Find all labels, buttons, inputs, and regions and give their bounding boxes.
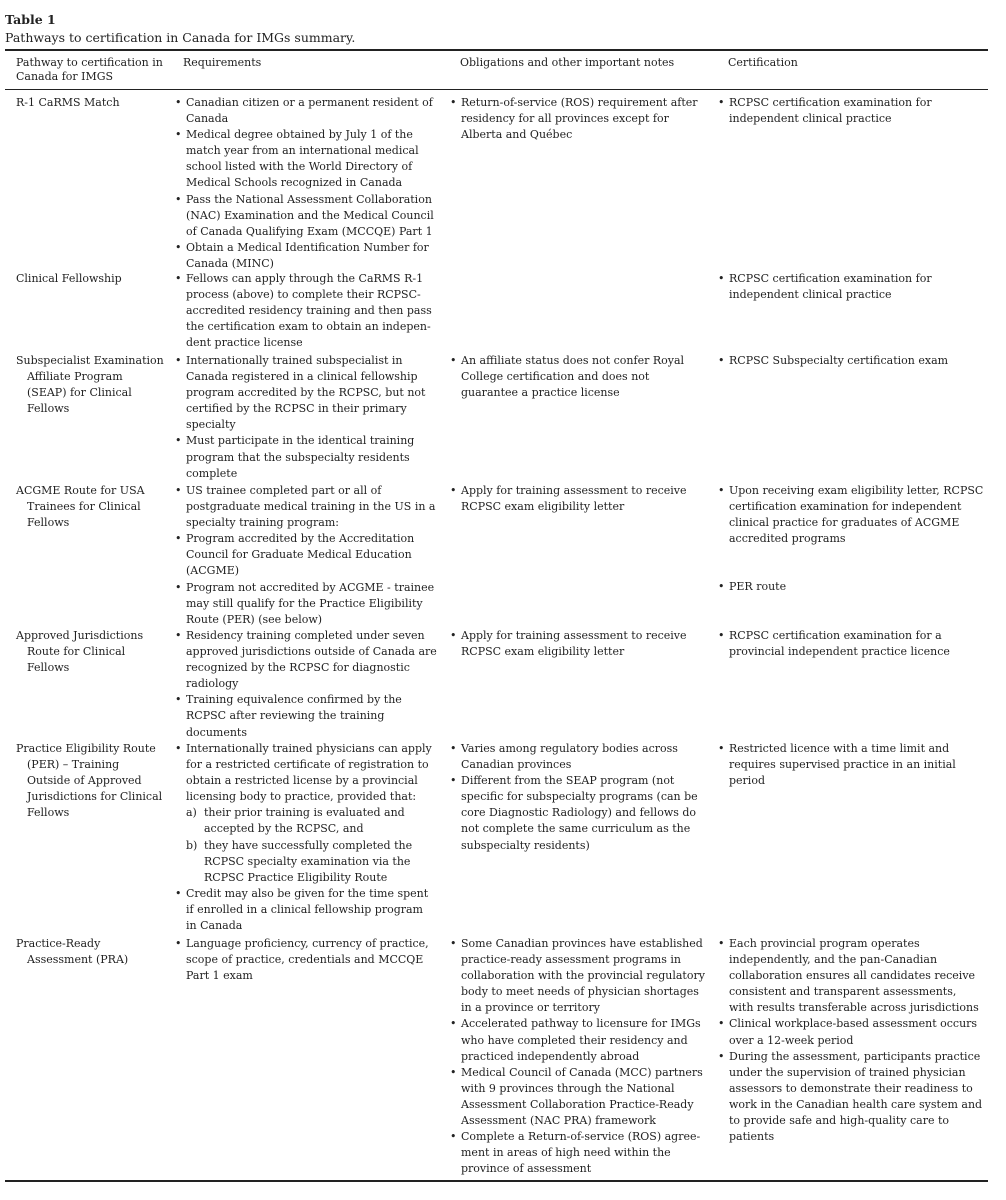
pathway-cell: R-1 CaRMS Match <box>16 96 120 109</box>
obligation-item: • Different from the SEAP program (not specific for subspecialty programs (can be core Diagnostic Radiology) and fellows do not complete the same curriculum as the subspecialty residents) <box>447 773 705 853</box>
table-row <box>5 271 988 353</box>
sublist-text: their prior training is evaluated and accepted by the RCPSC, and <box>204 806 405 836</box>
bottom-rule <box>5 1180 988 1182</box>
table-row <box>5 353 988 483</box>
certification-item: • RCPSC certification examination for independent clinical practice <box>715 95 984 127</box>
obligation-item: • An affiliate status does not confer Royal College certification and does not guarantee a practice license <box>447 353 705 401</box>
table-row <box>5 936 988 1180</box>
requirement-item: • Obtain a Medical Identification Number for Canada (MINC) <box>172 240 437 272</box>
requirement-item: • Medical degree obtained by July 1 of the match year from an international medical school listed with the World Directory of Medical Schools recognized in Canada <box>172 127 437 191</box>
obligation-item: • Apply for training assessment to receive RCPSC exam eligibility letter <box>447 483 705 515</box>
header-certification: Certification <box>728 56 798 69</box>
pathway-cell: Subspecialist Examination Affiliate Program (SEAP) for Clinical Fellows <box>16 354 164 416</box>
obligation-item: • Apply for training assessment to receive RCPSC exam eligibility letter <box>447 628 705 660</box>
requirement-item: • Program accredited by the Accreditation Council for Graduate Medical Education (ACGME) <box>172 531 437 579</box>
obligation-item: • Varies among regulatory bodies across Canadian provinces <box>447 741 705 773</box>
sublist-marker: b) <box>186 838 198 852</box>
certification-item: • Restricted licence with a time limit and requires supervised practice in an initial period <box>715 741 984 789</box>
table-header-row <box>5 51 988 89</box>
obligation-item: • Accelerated pathway to licensure for IMGs who have completed their residency and practiced independently abroad <box>447 1016 705 1064</box>
sublist-marker: a) <box>186 806 197 820</box>
requirement-item: • Credit may also be given for the time spent if enrolled in a clinical fellowship program in Canada <box>172 886 437 934</box>
pathway-cell: Practice Eligibility Route (PER) – Training Outside of Approved Jurisdictions for Clinical Fellows <box>16 742 163 820</box>
table-figure <box>5 12 988 1182</box>
requirement-item: • Program not accredited by ACGME - trainee may still qualify for the Practice Eligibility Route (PER) (see below) <box>172 580 437 628</box>
table-row <box>5 95 988 271</box>
requirement-item: • Pass the National Assessment Collaboration (NAC) Examination and the Medical Council of Canada Qualifying Exam (MCCQE) Part 1 <box>172 192 437 240</box>
certification-item: • Each provincial program operates independently, and the pan-Canadian collaboration ensures all candidates receive consistent and transparent assessments, with results transferable across jurisdictions <box>715 936 984 1016</box>
table-row <box>5 483 988 628</box>
pathway-cell: Approved Jurisdictions Route for Clinical Fellows <box>16 629 144 675</box>
requirement-item: • Language proficiency, currency of practice, scope of practice, credentials and MCCQE Part 1 exam <box>172 936 437 984</box>
certification-item: • Clinical workplace-based assessment occurs over a 12-week period <box>715 1016 984 1048</box>
certification-item: • During the assessment, participants practice under the supervision of trained physician assessors to demonstrate their readiness to work in the Canadian health care system and to provide safe and high-quality care to patients <box>715 1049 984 1146</box>
requirement-item <box>172 741 437 805</box>
obligation-item: • Complete a Return-of-service (ROS) agree-ment in areas of high need within the province of assessment <box>447 1129 705 1177</box>
certification-item: • RCPSC certification examination for a provincial independent practice licence <box>715 628 984 660</box>
certification-item: • PER route <box>715 579 984 595</box>
requirement-item: • Residency training completed under seven approved jurisdictions outside of Canada are recognized by the RCPSC for diagnostic radiology <box>172 628 437 692</box>
certification-item: • Upon receiving exam eligibility letter, RCPSC certification examination for independent clinical practice for graduates of ACGME accredited programs <box>715 483 984 547</box>
header-pathway: Pathway to certification in Canada for IMGS <box>16 56 163 83</box>
table-row <box>5 741 988 936</box>
table-caption: Pathways to certification in Canada for IMGs summary. <box>5 30 356 45</box>
requirement-item: • Fellows can apply through the CaRMS R-1 process (above) to complete their RCPSC-accredited residency training and then pass the certification exam to obtain an indepen-dent practice license <box>172 271 437 351</box>
pathway-cell: ACGME Route for USA Trainees for Clinical Fellows <box>16 484 145 530</box>
per-sublist <box>172 805 437 885</box>
certification-item: • RCPSC Subspecialty certification exam <box>715 353 984 369</box>
table-label: Table 1 <box>5 12 56 27</box>
obligation-item: • Return-of-service (ROS) requirement after residency for all provinces except for Alberta and Québec <box>447 95 705 143</box>
requirement-item: • Training equivalence confirmed by the RCPSC after reviewing the training documents <box>172 692 437 740</box>
pathway-cell: Practice-Ready Assessment (PRA) <box>16 937 129 967</box>
sublist-item <box>186 838 437 886</box>
requirement-item: • Internationally trained subspecialist in Canada registered in a clinical fellowship program accredited by the RCPSC, but not certified by the RCPSC in their primary specialty <box>172 353 437 433</box>
certification-item: • RCPSC certification examination for independent clinical practice <box>715 271 984 303</box>
sublist-text: they have successfully completed the RCPSC specialty examination via the RCPSC Practice Eligibility Route <box>204 838 413 884</box>
header-obligations: Obligations and other important notes <box>460 56 675 69</box>
requirement-item: • US trainee completed part or all of postgraduate medical training in the US in a specialty training program: <box>172 483 437 531</box>
sublist-item <box>186 805 437 837</box>
table-row <box>5 628 988 741</box>
requirement-item: • Must participate in the identical training program that the subspecialty residents complete <box>172 433 437 481</box>
header-requirements: Requirements <box>183 56 262 69</box>
requirement-text: Internationally trained physicians can apply for a restricted certificate of registration to obtain a restricted license by a provincial licensing body to practice, provided that: <box>186 742 432 804</box>
obligation-item: • Medical Council of Canada (MCC) partners with 9 provinces through the National Assessment Collaboration Practice-Ready Assessment (NAC PRA) framework <box>447 1065 705 1129</box>
obligation-item: • Some Canadian provinces have established practice-ready assessment programs in collaboration with the provincial regulatory body to meet needs of physician shortages in a province or territory <box>447 936 705 1016</box>
pathway-cell: Clinical Fellowship <box>16 272 122 285</box>
requirement-item: • Canadian citizen or a permanent resident of Canada <box>172 95 437 127</box>
